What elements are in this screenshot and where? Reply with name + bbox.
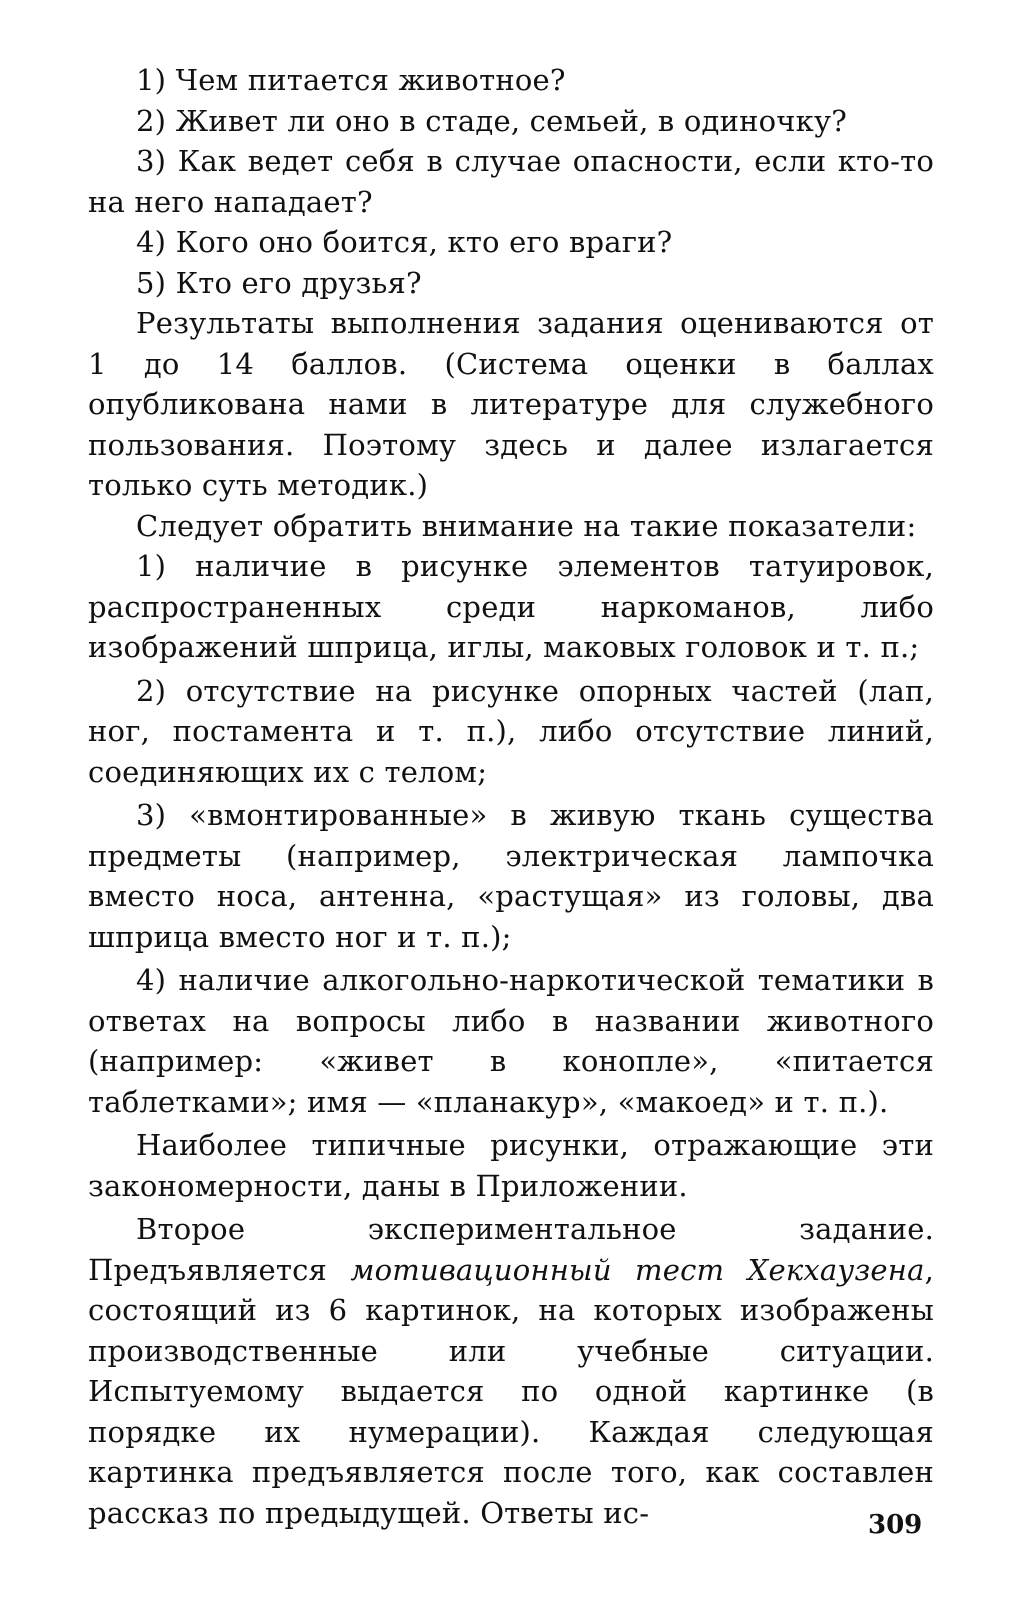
question-1: 1) Чем питается животное? (136, 63, 566, 97)
question-3: 3) Как ведет себя в случае опасности, если кто-то на него нападает? (88, 144, 934, 219)
indicator-1: 1) наличие в рисунке элементов татуировок, распространенных среди наркоманов, либо изображений шприца, иглы, маковых головок и т. п.; (88, 549, 934, 664)
second-task-part2: , состоящий из 6 картинок, на которых изображены производственные или учебные ситуации. Испытуемому выдается по одной картинке (в порядке их нумерации). Каждая следующая картинка предъявляется после того, как составлен рассказ по предыдущей. Ответы ис- (88, 1252, 934, 1530)
question-2: 2) Живет ли оно в стаде, семьей, в одиночку? (136, 103, 848, 138)
page-body (88, 60, 934, 1533)
second-task-paragraph (88, 1209, 934, 1533)
second-task-part1: Второе экспериментальное задание. Предъявляется (88, 1212, 934, 1287)
text-block (88, 60, 934, 1533)
appendix-paragraph: Наиболее типичные рисунки, отражающие эти закономерности, даны в Приложении. (88, 1128, 934, 1203)
test-name: мотивационный тест Хекхаузена (350, 1252, 925, 1287)
indicators-intro: Следует обратить внимание на такие показатели: (136, 508, 917, 543)
question-5: 5) Кто его друзья? (136, 265, 422, 300)
indicator-3: 3) «вмонтированные» в живую ткань существа предметы (например, электрическая лампочка вместо носа, антенна, «растущая» из головы, два шприца вместо ног и т. п.); (88, 798, 934, 954)
page-number: 309 (868, 1510, 923, 1540)
question-4: 4) Кого оно боится, кто его враги? (136, 225, 673, 259)
indicator-2: 2) отсутствие на рисунке опорных частей (лап, ног, постамента и т. п.), либо отсутствие линий, соединяющих их с телом; (88, 673, 934, 789)
indicator-4: 4) наличие алкогольно-наркотической тематики в ответах на вопросы либо в названии животного (например: «живет в конопле», «питается таблетками»; имя — «планакур», «макоед» и т. п.). (88, 963, 934, 1119)
results-paragraph: Результаты выполнения задания оцениваются от 1 до 14 баллов. (Система оценки в баллах опубликована нами в литературе для служебного пользования. Поэтому здесь и далее излагается только суть методик.) (88, 306, 934, 502)
